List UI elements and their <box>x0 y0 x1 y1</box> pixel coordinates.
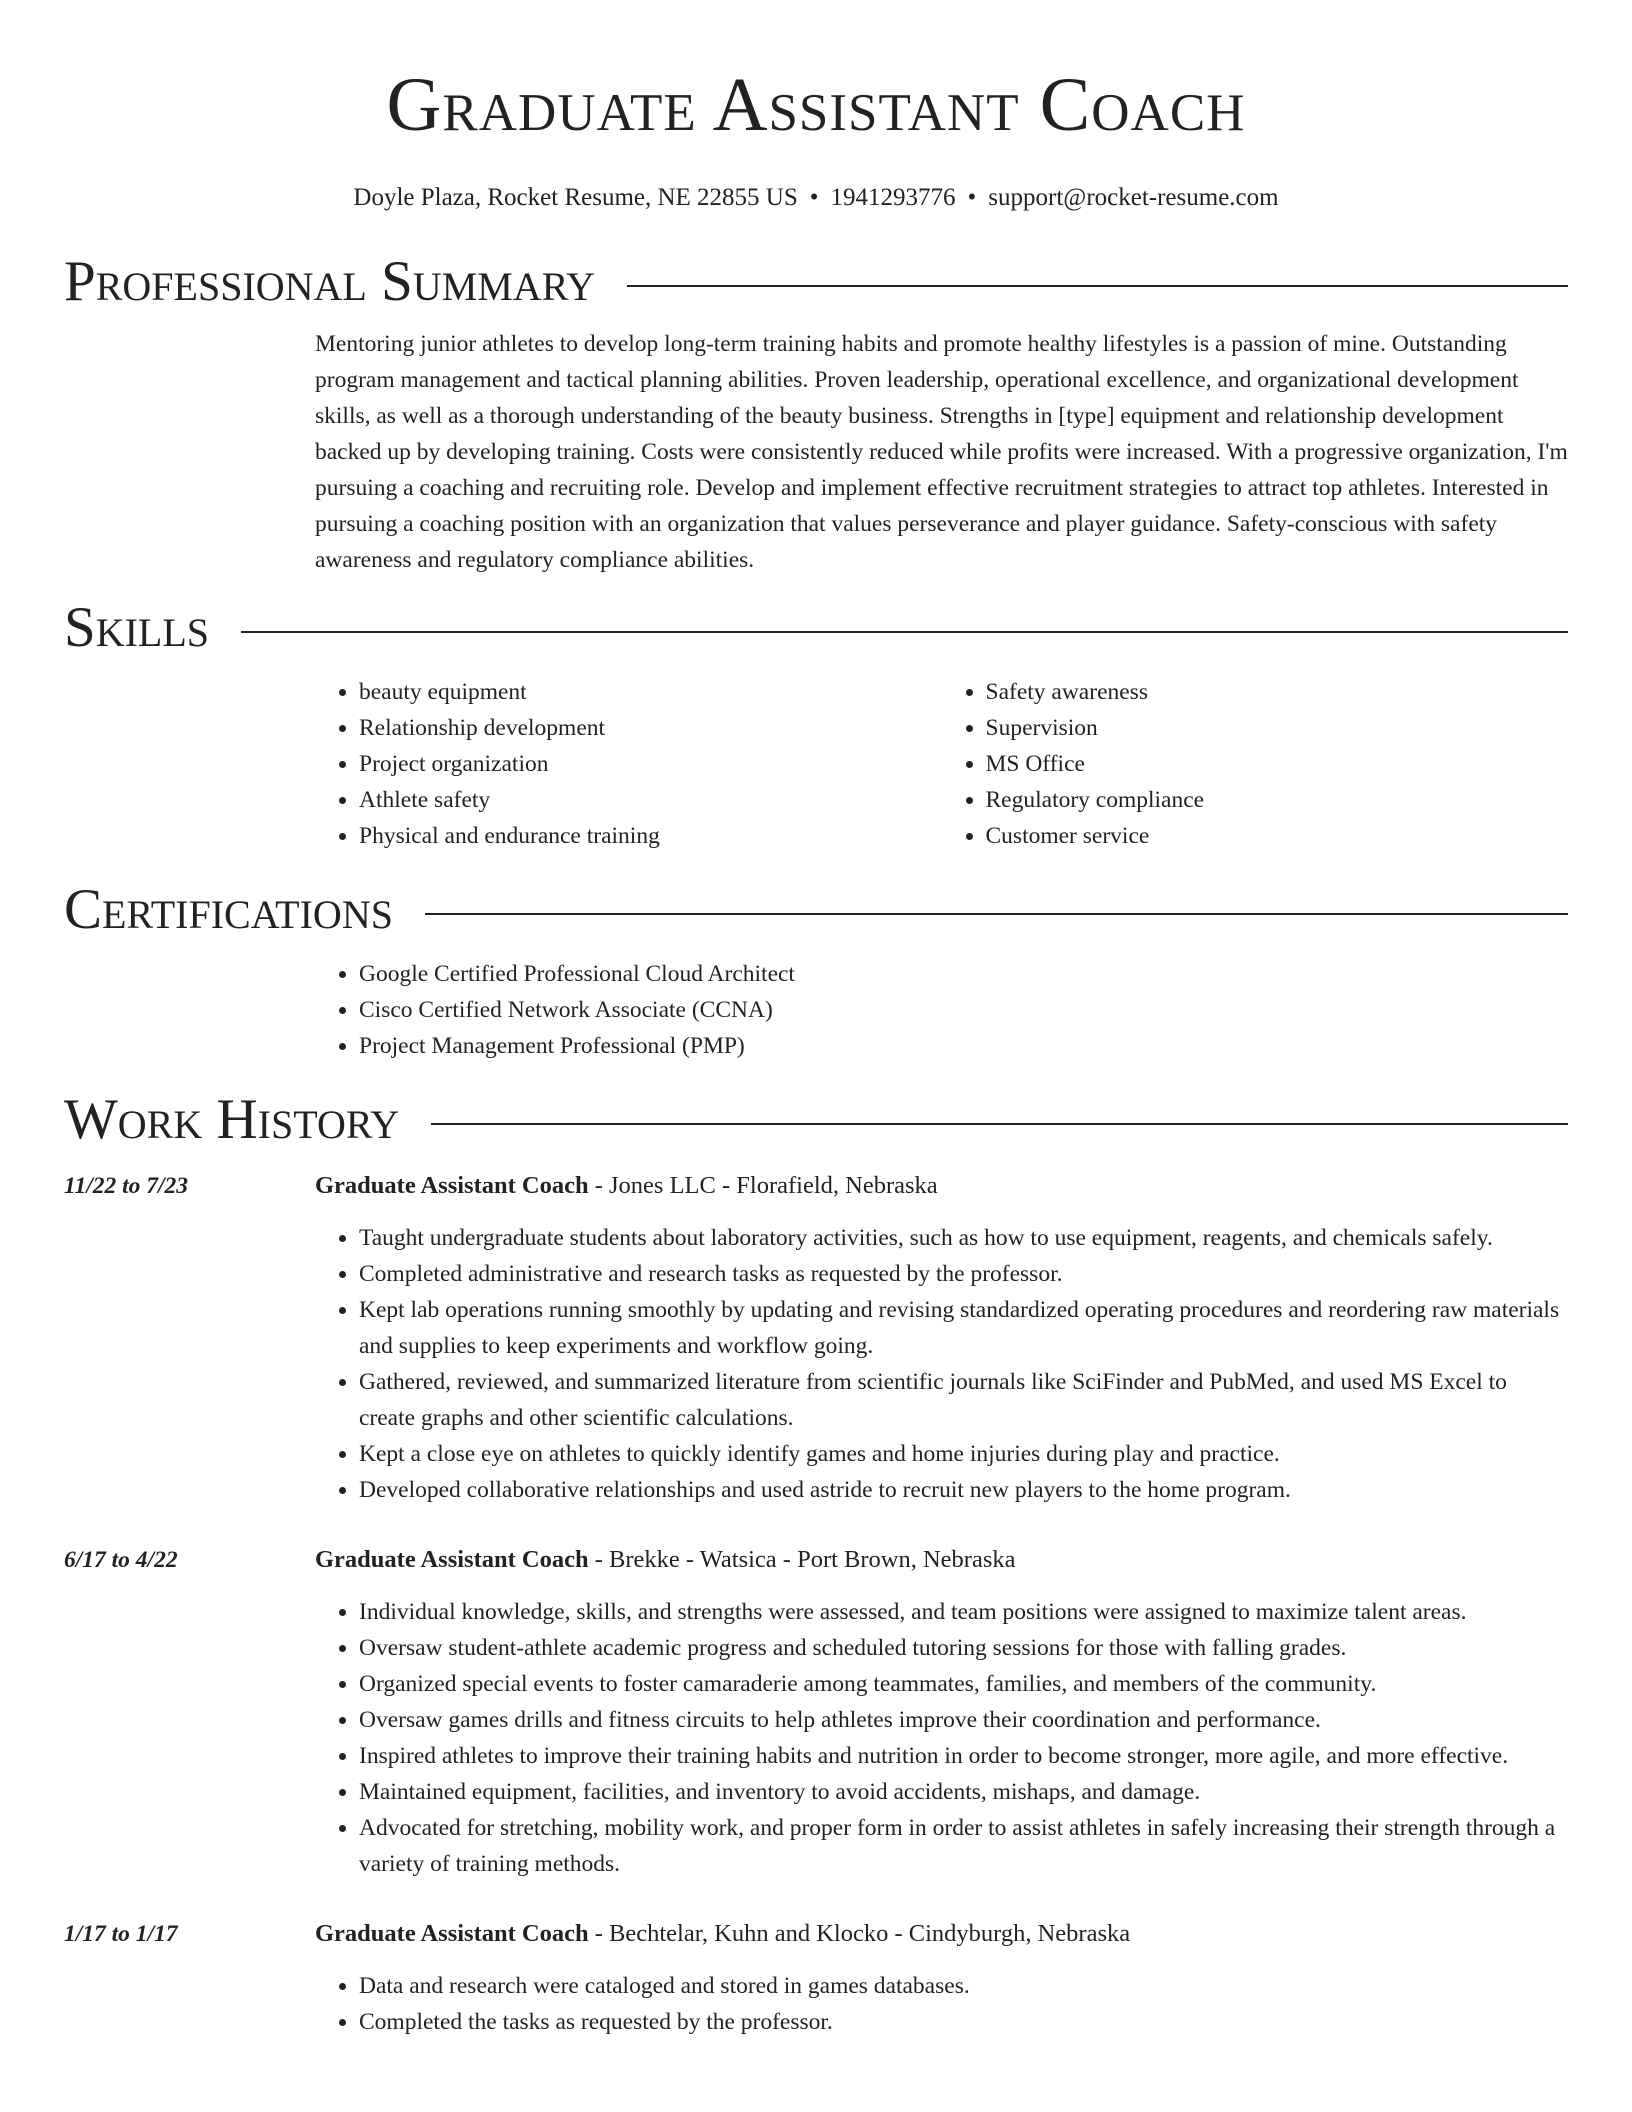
skills-section <box>315 674 1568 854</box>
summary-section <box>315 326 1568 578</box>
job-bullets <box>315 1220 1568 1508</box>
job-details <box>315 1542 1568 1882</box>
job-bullet: • Developed collaborative relationships and used astride to recruit new players to the home program. <box>359 1472 1568 1508</box>
skill-item: • beauty equipment <box>359 674 942 710</box>
contact-email: support@rocket-resume.com <box>988 184 1279 211</box>
job-bullet: • Individual knowledge, skills, and strengths were assessed, and team positions were assigned to maximize talent areas. <box>359 1594 1568 1630</box>
job-bullet: • Kept a close eye on athletes to quickly identify games and home injuries during play and practice. <box>359 1436 1568 1472</box>
job-details <box>315 1916 1568 2040</box>
job-bullet: • Data and research were cataloged and stored in games databases. <box>359 1968 1568 2004</box>
job-bullets <box>315 1594 1568 1882</box>
job-bullet: • Kept lab operations running smoothly by updating and revising standardized operating procedures and reordering raw materials and supplies to keep experiments and workflow going. <box>359 1292 1568 1364</box>
job-bullets <box>315 1968 1568 2040</box>
contact-phone: 1941293776 <box>830 184 956 211</box>
certification-item: • Cisco Certified Network Associate (CCNA) <box>359 992 1568 1028</box>
job-bullet: • Gathered, reviewed, and summarized literature from scientific journals like SciFinder and PubMed, and used MS Excel to create graphs and other scientific calculations. <box>359 1364 1568 1436</box>
skill-item: • Customer service <box>986 818 1569 854</box>
job-entry <box>64 1916 1568 2040</box>
skills-heading: Skills <box>64 596 210 659</box>
job-bullet: • Oversaw games drills and fitness circuits to help athletes improve their coordination and performance. <box>359 1702 1568 1738</box>
job-title: Graduate Assistant Coach <box>315 1920 589 1947</box>
job-employer-location: - Jones LLC - Florafield, Nebraska <box>588 1172 938 1199</box>
summary-heading: Professional Summary <box>64 250 596 313</box>
job-title: Graduate Assistant Coach <box>315 1546 589 1573</box>
skill-item: • Safety awareness <box>986 674 1569 710</box>
work-history-section-header <box>64 1090 1568 1150</box>
skills-list-left <box>315 674 942 854</box>
section-divider <box>431 1123 1568 1125</box>
skill-item: • Supervision <box>986 710 1569 746</box>
skill-item: • Relationship development <box>359 710 942 746</box>
job-title: Graduate Assistant Coach <box>315 1172 589 1199</box>
summary-text: Mentoring junior athletes to develop long-term training habits and promote healthy lifestyles is a passion of mine. Outstanding program management and tactical planning abilities. Proven leadership, operational excellence, and organizational development skills, as well as a thorough understanding of the beauty business. Strengths in [type] equipment and relationship development backed up by developing training. Costs were consistently reduced while profits were increased. With a progressive organization, I'm pursuing a coaching and recruiting role. Develop and implement effective recruitment strategies to attract top athletes. Interested in pursuing a coaching position with an organization that values perseverance and player guidance. Safety-conscious with safety awareness and regulatory compliance abilities. <box>315 331 1568 573</box>
resume-name: Graduate Assistant Coach <box>386 63 1246 147</box>
contact-separator: • <box>967 184 977 211</box>
job-bullet: • Completed administrative and research tasks as requested by the professor. <box>359 1256 1568 1292</box>
skill-item: • MS Office <box>986 746 1569 782</box>
certifications-section <box>315 956 1568 1064</box>
job-employer-location: - Brekke - Watsica - Port Brown, Nebraska <box>588 1546 1016 1573</box>
job-employer-location: - Bechtelar, Kuhn and Klocko - Cindyburgh, Nebraska <box>588 1920 1131 1947</box>
skill-item: • Physical and endurance training <box>359 818 942 854</box>
job-details <box>315 1168 1568 1508</box>
job-dates: 1/17 to 1/17 <box>64 1921 178 1947</box>
job-bullet: • Organized special events to foster camaraderie among teammates, families, and members of the community. <box>359 1666 1568 1702</box>
job-bullet: • Completed the tasks as requested by the professor. <box>359 2004 1568 2040</box>
job-dates: 6/17 to 4/22 <box>64 1547 178 1573</box>
skill-item: • Project organization <box>359 746 942 782</box>
section-divider <box>627 285 1568 287</box>
job-bullet: • Inspired athletes to improve their training habits and nutrition in order to become stronger, more agile, and more effective. <box>359 1738 1568 1774</box>
job-entry <box>64 1168 1568 1508</box>
job-bullet: • Advocated for stretching, mobility work, and proper form in order to assist athletes in safely increasing their strength through a variety of training methods. <box>359 1810 1568 1882</box>
certifications-heading: Certifications <box>64 878 393 941</box>
contact-separator: • <box>809 184 819 211</box>
section-divider <box>241 631 1568 633</box>
summary-section-header <box>64 252 1568 312</box>
skills-section-header <box>64 598 1568 658</box>
job-dates: 11/22 to 7/23 <box>64 1173 189 1199</box>
job-title-line <box>315 1916 1568 1952</box>
certification-item: • Google Certified Professional Cloud Architect <box>359 956 1568 992</box>
certifications-section-header <box>64 880 1568 940</box>
contact-line <box>64 182 1568 214</box>
job-title-line <box>315 1168 1568 1204</box>
skill-item: • Athlete safety <box>359 782 942 818</box>
job-title-line <box>315 1542 1568 1578</box>
work-history-heading: Work History <box>64 1088 400 1151</box>
contact-address: Doyle Plaza, Rocket Resume, NE 22855 US <box>353 184 798 211</box>
job-bullet: • Taught undergraduate students about laboratory activities, such as how to use equipment, reagents, and chemicals safely. <box>359 1220 1568 1256</box>
certification-item: • Project Management Professional (PMP) <box>359 1028 1568 1064</box>
skill-item: • Regulatory compliance <box>986 782 1569 818</box>
job-bullet: • Maintained equipment, facilities, and inventory to avoid accidents, mishaps, and damage. <box>359 1774 1568 1810</box>
certifications-list <box>315 956 1568 1064</box>
section-divider <box>425 913 1568 915</box>
job-entry <box>64 1542 1568 1882</box>
job-bullet: • Oversaw student-athlete academic progress and scheduled tutoring sessions for those with falling grades. <box>359 1630 1568 1666</box>
skills-list-right <box>942 674 1569 854</box>
